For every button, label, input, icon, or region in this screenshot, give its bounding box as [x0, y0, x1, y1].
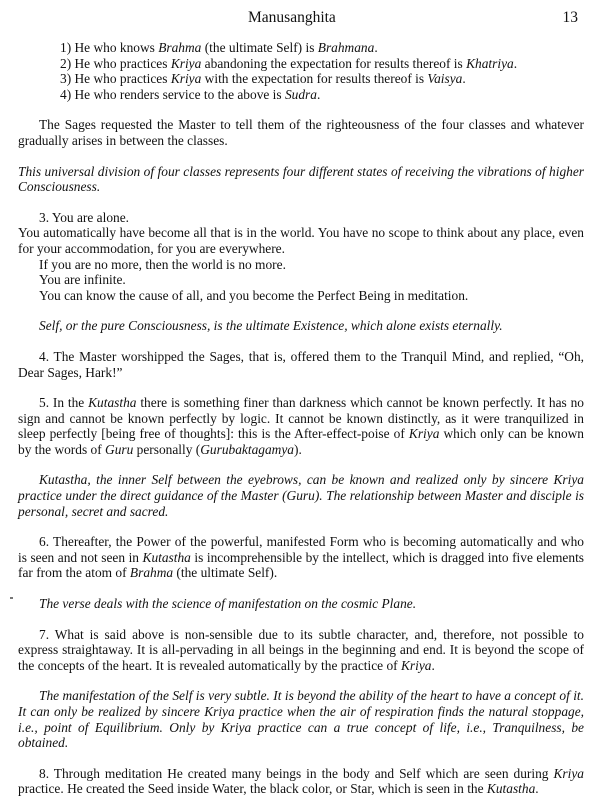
list-item: 1) He who knows Brahma (the ultimate Self) is Brahmana. — [60, 40, 378, 55]
verse-3-line: 3. You are alone. — [39, 209, 129, 225]
page-body — [18, 40, 584, 797]
verse-5: 5. In the Kutastha there is something finer than darkness which cannot be known perfectly. It has no sign and cannot be known perfectly by logic. It cannot be known distinctly, as it were tranquilized in sleep perfectly [being free of thoughts]: this is the After-effect-poise of Kriya which only can be known by the words of Guru personally (Gurubaktagamya). — [18, 395, 585, 457]
sanskrit-term: Kriya — [170, 71, 202, 87]
running-header — [0, 6, 600, 28]
verse-3-line: You are infinite. — [39, 272, 126, 288]
list-item: 3) He who practices Kriya with the expectation for results thereof is Vaisya. — [60, 71, 466, 87]
sanskrit-term: Kriya — [170, 55, 202, 71]
sanskrit-term: Kutastha — [486, 781, 536, 797]
commentary-kutastha: Kutastha, the inner Self between the eyebrows, can be known and realized only by sincere Kriya practice under the direct guidance of the Master (Guru). The relationship between Master and disciple is personal, secret and sacred. — [18, 472, 584, 519]
page-number: 13 — [562, 9, 578, 26]
verse-3-line: You automatically have become all that is in the world. You have no scope to think about any place, even for your accommodation, for you are everywhere. — [18, 225, 584, 256]
commentary-self: Self, or the pure Consciousness, is the ultimate Existence, which alone exists eternally. — [39, 318, 503, 334]
class-name: Khatriya — [466, 55, 514, 71]
list-item: 4) He who renders service to the above is Sudra. — [60, 86, 321, 102]
sanskrit-term: Kutastha — [142, 549, 191, 565]
list-number: 3) — [60, 71, 72, 87]
verse-6: 6. Thereafter, the Power of the powerful, manifested Form who is becoming automatically and who is seen and not seen in Kutastha is incomprehensible by the intellect, which is dragged into five elements far from the atom of Brahma (the ultimate Self). — [18, 534, 585, 581]
verse-8: 8. Through meditation He created many beings in the body and Self which are seen during Kriya practice. He created the Seed inside Water, the black color, or Star, which is seen in the Kutastha. — [18, 765, 584, 797]
running-title: Manusanghita — [248, 9, 336, 26]
class-name: Brahmana — [317, 40, 375, 55]
verse-3 — [18, 210, 584, 304]
list-number: 4) — [60, 86, 72, 102]
list-number: 1) — [60, 40, 72, 55]
sanskrit-term: Brahma — [158, 40, 202, 55]
commentary-classes: This universal division of four classes represents four different states of receiving the vibrations of higher Consciousness. — [18, 163, 584, 195]
class-name: Vaisya — [427, 71, 463, 87]
commentary-subtle: The manifestation of the Self is very subtle. It is beyond the ability of the heart to have a concept of it. It can only be realized by sincere Kriya practice when the air of respiration finds the natural stoppage, i.e., point of Equilibrium. Only by Kriya practice can a true concept of life, i.e., Tranquilness, be obtained. — [18, 688, 584, 751]
verse-4: 4. The Master worshipped the Sages, that is, offered them to the Tranquil Mind, and replied, “Oh, Dear Sages, Hark!” — [18, 348, 584, 380]
sanskrit-term: Gurubaktagamya — [200, 441, 294, 457]
sanskrit-term: Kriya — [400, 657, 432, 673]
class-list — [60, 40, 584, 102]
sanskrit-term: Kriya — [408, 426, 440, 442]
class-name: Sudra — [284, 86, 317, 102]
verse-3-line: If you are no more, then the world is no more. — [39, 256, 286, 272]
sanskrit-term: Kriya — [553, 765, 584, 781]
sanskrit-term: Guru — [105, 441, 134, 457]
paragraph-sages: The Sages requested the Master to tell them of the righteousness of the four classes and whatever gradually arises in between the classes. — [18, 117, 584, 148]
commentary-manifestation: The verse deals with the science of manifestation on the cosmic Plane. — [39, 596, 417, 612]
list-number: 2) — [60, 55, 72, 71]
sanskrit-term: Brahma — [129, 565, 174, 581]
sanskrit-term: Kutastha — [88, 395, 137, 411]
stray-mark — [10, 597, 13, 599]
list-item: 2) He who practices Kriya abandoning the expectation for results thereof is Khatriya. — [60, 55, 518, 71]
verse-7: 7. What is said above is non-sensible due to its subtle character, and, therefore, not possible to express straightaway. It is all-pervading in all beings in the beginning and end. It is beyond the scope of the concepts of the heart. It is revealed automatically by the practice of Kriya. — [18, 626, 584, 673]
verse-3-line: You can know the cause of all, and you become the Perfect Being in meditation. — [39, 287, 469, 303]
